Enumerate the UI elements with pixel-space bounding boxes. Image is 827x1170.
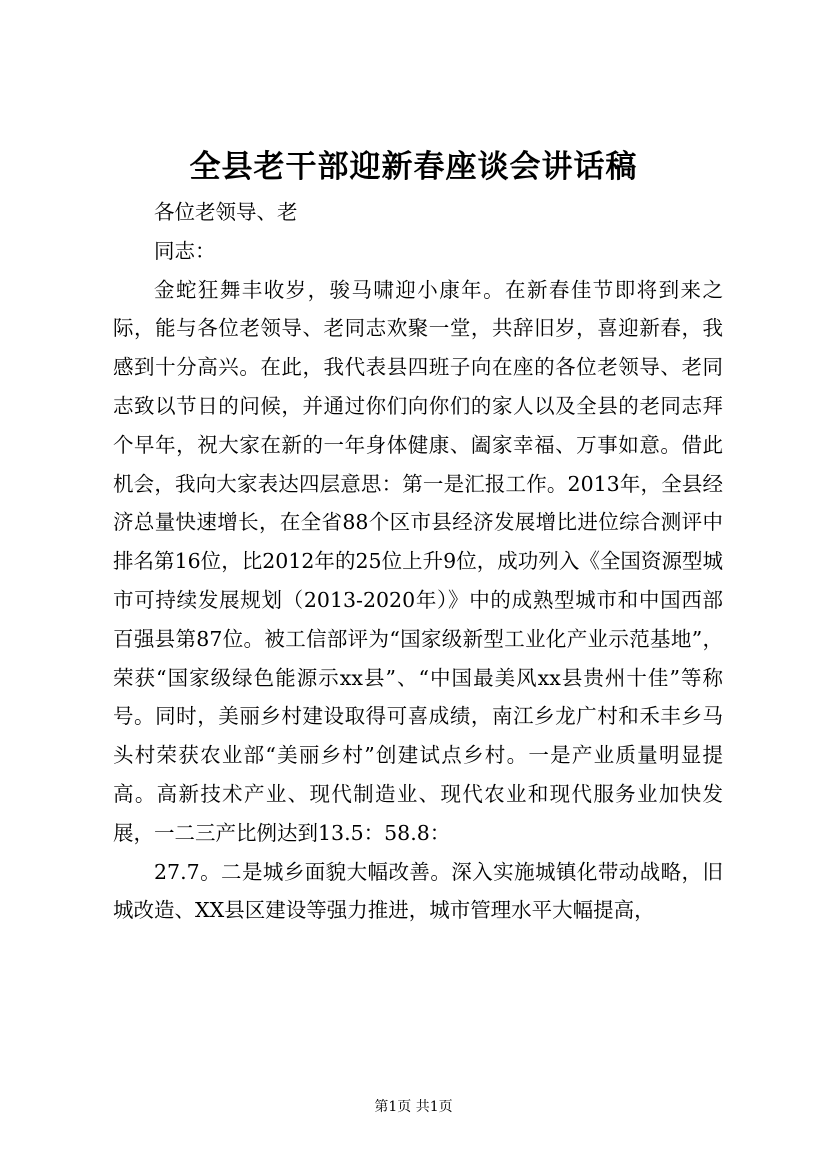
salutation-line-2: 同志： [154,238,216,263]
paragraph-1: 金蛇狂舞丰收岁，骏马啸迎小康年。在新春佳节即将到来之际，能与各位老领导、老同志欢聚一堂，共辞旧岁，喜迎新春，我感到十分高兴。在此，我代表县四班子向在座的各位老领导、老同志致以节日的问候，并通过你们向你们的家人以及全县的老同志拜个早年，祝大家在新的一年身体健康、阖家幸福、万事如意。借此机会，我向大家表达四层意思：第一是汇报工作。2013年，全县经济总量快速增长，在全省88个区市县经济发展增比进位综合测评中排名第16位，比2012年的25位上升9位，成功列入《全国资源型城市可持续发展规划（2013-2020年）》中的成熟型城市和中国西部百强县第87位。被工信部评为“国家级新型工业化产业示范基地”，荣获“国家级绿色能源示xx县”、“中国最美风xx县贵州十佳”等称号。同时，美丽乡村建设取得可喜成绩，南江乡龙广村和禾丰乡马头村荣获农业部“美丽乡村”创建试点乡村。一是产业质量明显提高。高新技术产业、现代制造业、现代农业和现代服务业加快发展，一二三产比例达到13.5：58.8： [113,277,723,845]
document-body [113,193,723,930]
document-title: 全县老干部迎新春座谈会讲话稿 [189,149,638,185]
salutation-line-1: 各位老领导、老 [154,200,298,224]
paragraph-2: 27.7。二是城乡面貌大幅改善。深入实施城镇化带动战略，旧城改造、XX县区建设等强力推进，城市管理水平大幅提高， [113,859,723,923]
page-footer: 第1页 共1页 [374,1099,453,1115]
